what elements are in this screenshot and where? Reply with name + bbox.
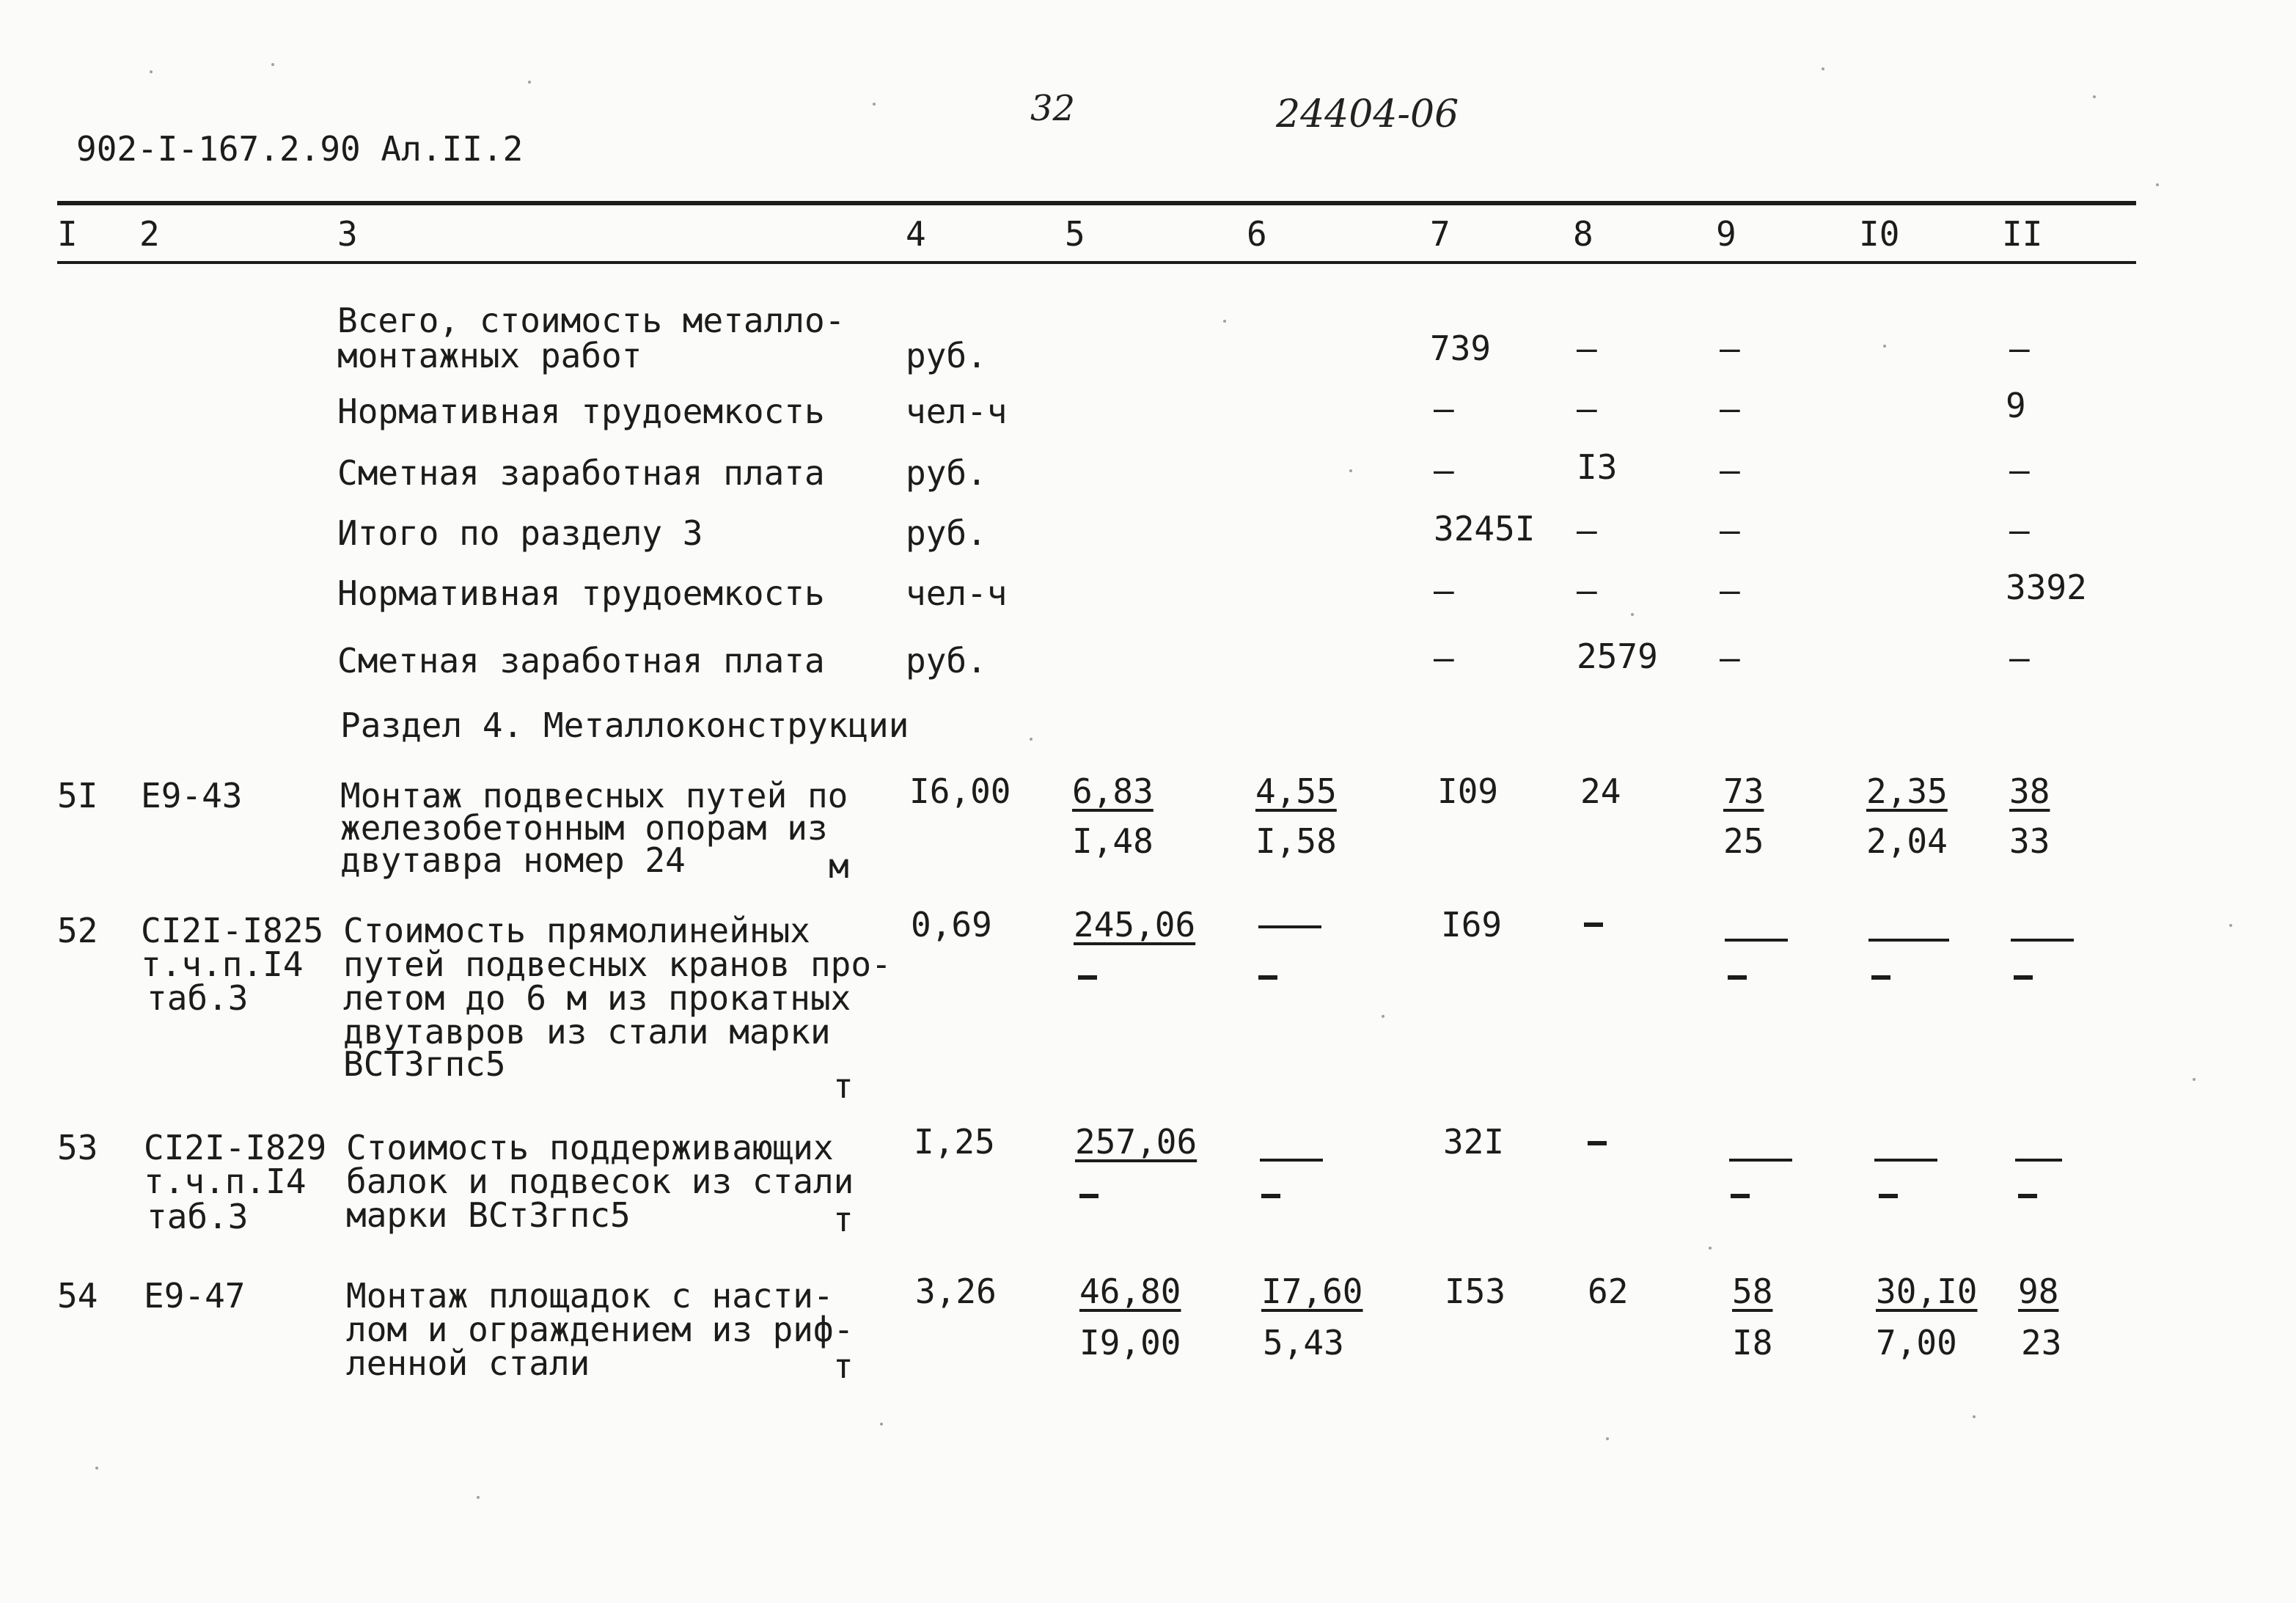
col9-bottom: 25 bbox=[1723, 821, 1764, 861]
page-number: 32 bbox=[1030, 88, 1076, 129]
empty-dash bbox=[1078, 975, 1097, 980]
empty-underline bbox=[1874, 1159, 1937, 1162]
empty-dash bbox=[1879, 1194, 1898, 1198]
empty-dash bbox=[1079, 1194, 1099, 1198]
col11-bottom: 23 bbox=[2021, 1323, 2062, 1362]
value-col8: I3 bbox=[1577, 447, 1618, 487]
item-description: Стоимость прямолинейных bbox=[343, 911, 810, 950]
item-description: марки ВСт3гпс5 bbox=[346, 1195, 631, 1235]
value-col9: – bbox=[1720, 510, 1740, 550]
row-number: 53 bbox=[57, 1128, 98, 1167]
rate-code: СI2I-I825 bbox=[141, 911, 324, 950]
rate-code: СI2I-I829 bbox=[144, 1128, 327, 1167]
row-number: 5I bbox=[57, 776, 98, 815]
column-header: 9 bbox=[1716, 214, 1736, 254]
value-col7: – bbox=[1434, 638, 1454, 678]
header-bottom-rule bbox=[57, 261, 2136, 264]
item-description: двутавра номер 24 bbox=[340, 840, 686, 880]
value-col11: – bbox=[2009, 638, 2030, 678]
item-description: ленной стали bbox=[346, 1343, 590, 1383]
item-unit: м bbox=[829, 846, 849, 886]
unit: руб. bbox=[906, 513, 987, 553]
value-col9: – bbox=[1720, 638, 1740, 678]
column-header: I bbox=[57, 214, 78, 254]
empty-dash bbox=[1584, 922, 1603, 927]
value-col8: – bbox=[1577, 510, 1597, 550]
value-col8: 2579 bbox=[1577, 637, 1658, 676]
value-col11: – bbox=[2009, 450, 2030, 490]
rate-code-ref: т.ч.п.I4 bbox=[141, 944, 304, 984]
empty-underline bbox=[1260, 1159, 1323, 1162]
unit-cost-wages: I,48 bbox=[1072, 821, 1153, 861]
col10-top: 2,35 bbox=[1866, 771, 1948, 811]
column-header: II bbox=[2002, 214, 2043, 254]
unit: руб. bbox=[906, 641, 987, 681]
empty-underline bbox=[2011, 939, 2074, 942]
unit-cost-wages: I9,00 bbox=[1079, 1323, 1181, 1362]
row-number: 52 bbox=[57, 911, 98, 950]
value-col9: – bbox=[1720, 450, 1740, 490]
empty-dash bbox=[1731, 1194, 1750, 1198]
col10-bottom: 2,04 bbox=[1866, 821, 1948, 861]
empty-underline bbox=[1868, 939, 1949, 942]
row-label: Сметная заработная плата bbox=[337, 641, 825, 681]
unit-cost: 245,06 bbox=[1074, 905, 1196, 944]
machine-cost: 4,55 bbox=[1255, 771, 1337, 811]
column-header: 7 bbox=[1430, 214, 1450, 254]
empty-dash bbox=[1261, 1194, 1280, 1198]
value-col7: 739 bbox=[1430, 329, 1492, 368]
col9-top: 58 bbox=[1732, 1272, 1773, 1311]
unit-cost: 46,80 bbox=[1079, 1272, 1181, 1311]
empty-underline bbox=[1729, 1159, 1792, 1162]
item-description: лом и ограждением из риф- bbox=[346, 1310, 854, 1349]
inventory-number: 24404-06 bbox=[1276, 92, 1459, 136]
value-col11: 3392 bbox=[2006, 568, 2087, 607]
empty-dash bbox=[1588, 1141, 1607, 1145]
section-title: Раздел 4. Металлоконструкции bbox=[340, 705, 909, 745]
total-cost: I53 bbox=[1445, 1272, 1506, 1311]
total-wages: 24 bbox=[1580, 771, 1621, 811]
col11-bottom: 33 bbox=[2009, 821, 2050, 861]
rate-code: Е9-47 bbox=[144, 1276, 246, 1316]
col10-top: 30,I0 bbox=[1876, 1272, 1978, 1311]
item-description: Стоимость поддерживающих bbox=[346, 1128, 834, 1167]
row-label: Итого по разделу 3 bbox=[337, 513, 703, 553]
rate-code-table: таб.3 bbox=[147, 1197, 249, 1236]
quantity: I,25 bbox=[914, 1122, 995, 1162]
value-col11: 9 bbox=[2006, 386, 2026, 425]
item-unit: т bbox=[833, 1066, 854, 1106]
empty-dash bbox=[1871, 975, 1890, 980]
empty-underline bbox=[1725, 939, 1788, 942]
column-header: 8 bbox=[1573, 214, 1593, 254]
empty-dash bbox=[2018, 1194, 2037, 1198]
col11-top: 98 bbox=[2018, 1272, 2059, 1311]
value-col9: – bbox=[1720, 571, 1740, 610]
item-description: балок и подвесок из стали bbox=[346, 1162, 854, 1201]
machine-cost-wages: 5,43 bbox=[1263, 1323, 1344, 1362]
item-description: путей подвесных кранов про- bbox=[343, 944, 892, 984]
unit: чел-ч bbox=[906, 392, 1008, 431]
rate-code-ref: т.ч.п.I4 bbox=[144, 1162, 307, 1201]
item-unit: т bbox=[833, 1200, 854, 1239]
column-header: 4 bbox=[906, 214, 926, 254]
rate-code-table: таб.3 bbox=[147, 978, 249, 1018]
empty-underline bbox=[1258, 925, 1321, 928]
column-header: 5 bbox=[1065, 214, 1085, 254]
unit-cost: 6,83 bbox=[1072, 771, 1153, 811]
empty-dash bbox=[2014, 975, 2033, 980]
column-header: 3 bbox=[337, 214, 358, 254]
machine-cost: I7,60 bbox=[1261, 1272, 1363, 1311]
column-header: 2 bbox=[139, 214, 160, 254]
item-description: двутавров из стали марки bbox=[343, 1012, 831, 1052]
quantity: 3,26 bbox=[915, 1272, 997, 1311]
row-label: Всего, стоимость металло- bbox=[337, 301, 846, 340]
quantity: I6,00 bbox=[909, 771, 1011, 811]
col9-top: 73 bbox=[1723, 771, 1764, 811]
col11-top: 38 bbox=[2009, 771, 2050, 811]
unit-cost: 257,06 bbox=[1075, 1122, 1197, 1162]
value-col7: 3245I bbox=[1434, 509, 1536, 549]
total-cost: I69 bbox=[1441, 905, 1503, 944]
total-wages: 62 bbox=[1588, 1272, 1629, 1311]
row-label: Нормативная трудоемкость bbox=[337, 392, 825, 431]
value-col8: – bbox=[1577, 389, 1597, 428]
empty-underline bbox=[2015, 1159, 2062, 1162]
header-top-rule bbox=[57, 201, 2136, 205]
row-number: 54 bbox=[57, 1276, 98, 1316]
value-col8: – bbox=[1577, 571, 1597, 610]
value-col7: – bbox=[1434, 571, 1454, 610]
item-description: летом до 6 м из прокатных bbox=[343, 978, 851, 1018]
rate-code: Е9-43 bbox=[141, 776, 243, 815]
item-description: железобетонным опорам из bbox=[340, 808, 828, 848]
value-col7: – bbox=[1434, 450, 1454, 490]
value-col9: – bbox=[1720, 389, 1740, 428]
empty-dash bbox=[1728, 975, 1747, 980]
column-header: I0 bbox=[1859, 214, 1900, 254]
column-header: 6 bbox=[1247, 214, 1267, 254]
item-description: Монтаж площадок с насти- bbox=[346, 1276, 834, 1316]
col9-bottom: I8 bbox=[1732, 1323, 1773, 1362]
row-label: Сметная заработная плата bbox=[337, 453, 825, 493]
empty-dash bbox=[1258, 975, 1277, 980]
quantity: 0,69 bbox=[911, 905, 992, 944]
value-col11: – bbox=[2009, 510, 2030, 550]
unit: чел-ч bbox=[906, 573, 1008, 613]
col10-bottom: 7,00 bbox=[1876, 1323, 1957, 1362]
value-col7: – bbox=[1434, 389, 1454, 428]
row-label: монтажных работ bbox=[337, 336, 642, 375]
row-label: Нормативная трудоемкость bbox=[337, 573, 825, 613]
item-description: ВСТ3гпс5 bbox=[343, 1044, 506, 1084]
value-col8: – bbox=[1577, 329, 1597, 368]
total-cost: 32I bbox=[1443, 1122, 1505, 1162]
machine-cost-wages: I,58 bbox=[1255, 821, 1337, 861]
unit: руб. bbox=[906, 453, 987, 493]
unit: руб. bbox=[906, 336, 987, 375]
value-col11: – bbox=[2009, 329, 2030, 368]
item-description: Монтаж подвесных путей по bbox=[340, 776, 848, 815]
document-code: 902-I-167.2.90 Ал.II.2 bbox=[76, 129, 524, 169]
value-col9: – bbox=[1720, 329, 1740, 368]
total-cost: I09 bbox=[1437, 771, 1499, 811]
item-unit: т bbox=[833, 1346, 854, 1386]
